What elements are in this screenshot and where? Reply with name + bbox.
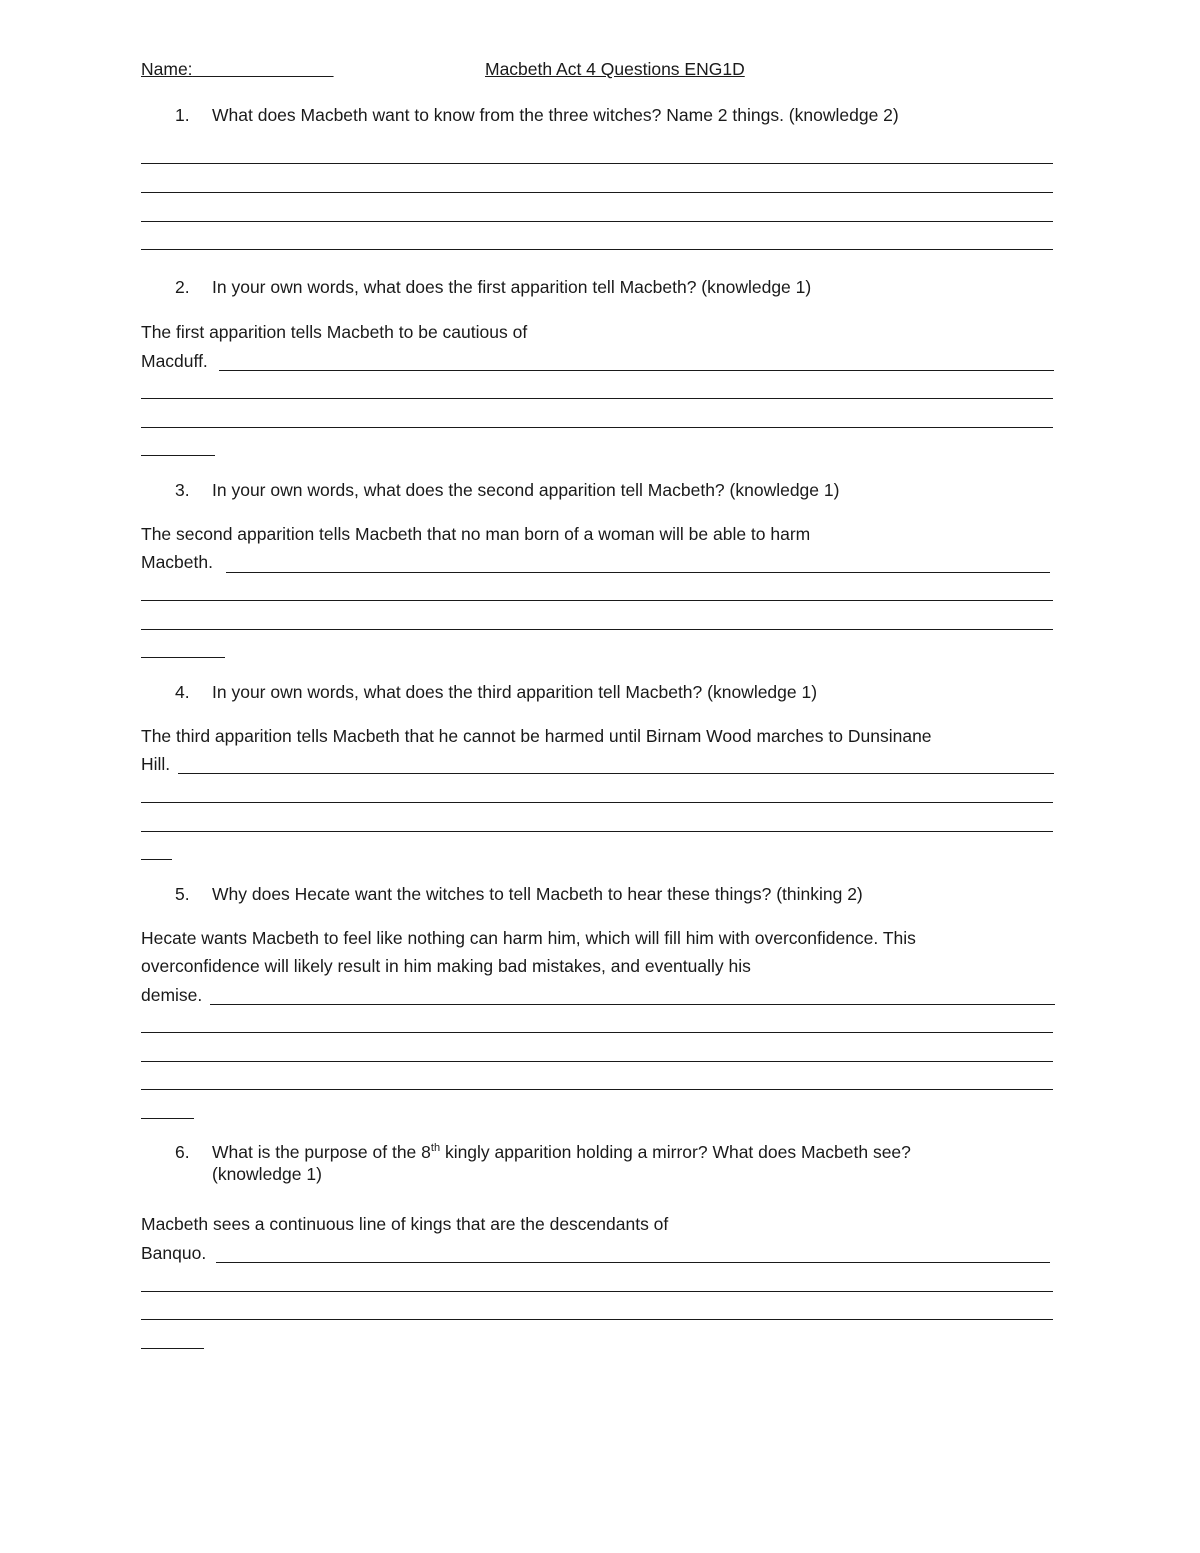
- answer-line[interactable]: [141, 192, 1053, 193]
- answer-line[interactable]: [216, 1262, 1050, 1263]
- answer-line-text: overconfidence will likely result in him making bad mistakes, and eventually his: [141, 956, 751, 976]
- answer-line[interactable]: [141, 455, 215, 456]
- question-text: In your own words, what does the first apparition tell Macbeth? (knowledge 1): [212, 277, 812, 297]
- worksheet-title: Macbeth Act 4 Questions ENG1D: [485, 59, 745, 79]
- answer-line-text: Macbeth sees a continuous line of kings that are the descendants of: [141, 1214, 669, 1234]
- question-text: What does Macbeth want to know from the three witches? Name 2 things. (knowledge 2): [212, 105, 899, 125]
- question-number: 4.: [175, 682, 190, 702]
- answer-line-text: Banquo.: [141, 1243, 207, 1263]
- answer-line[interactable]: [141, 221, 1053, 222]
- answer-line[interactable]: [141, 1291, 1053, 1292]
- question-text: In your own words, what does the third apparition tell Macbeth? (knowledge 1): [212, 682, 818, 702]
- answer-line[interactable]: [226, 572, 1050, 573]
- answer-line-text: Macbeth.: [141, 552, 213, 572]
- answer-line[interactable]: [141, 1319, 1053, 1320]
- answer-text[interactable]: [141, 924, 1061, 953]
- answer-line[interactable]: [141, 859, 172, 860]
- answer-line-text: The third apparition tells Macbeth that he cannot be harmed until Birnam Wood marches to Dunsinane: [141, 726, 932, 746]
- answer-line[interactable]: [141, 1089, 1053, 1090]
- answer-text[interactable]: [141, 952, 1061, 981]
- answer-line-text: Macduff.: [141, 351, 208, 371]
- answer-line[interactable]: [141, 1348, 204, 1349]
- answer-line-text: The first apparition tells Macbeth to be cautious of: [141, 322, 528, 342]
- answer-line[interactable]: [141, 600, 1053, 601]
- question-text: What is the purpose of the 8th kingly apparition holding a mirror? What does Macbeth see? (knowledge 1): [212, 1142, 911, 1184]
- question-6: [175, 1141, 1035, 1185]
- answer-line-text: demise.: [141, 985, 203, 1005]
- answer-line[interactable]: [141, 163, 1053, 164]
- answer-text[interactable]: [141, 1239, 1061, 1268]
- answer-text[interactable]: [141, 347, 1061, 376]
- question-number: 2.: [175, 277, 190, 297]
- answer-line[interactable]: [141, 249, 1053, 250]
- question-number: 1.: [175, 105, 190, 125]
- answer-line[interactable]: [141, 831, 1053, 832]
- answer-text[interactable]: [141, 520, 1061, 549]
- question-number: 5.: [175, 884, 190, 904]
- answer-line[interactable]: [141, 427, 1053, 428]
- question-number: 6.: [175, 1142, 190, 1162]
- answer-line-text: The second apparition tells Macbeth that no man born of a woman will be able to harm: [141, 524, 811, 544]
- answer-line-text: Hill.: [141, 754, 171, 774]
- answer-line[interactable]: [210, 1004, 1055, 1005]
- answer-line[interactable]: [141, 657, 225, 658]
- question-text: Why does Hecate want the witches to tell Macbeth to hear these things? (thinking 2): [212, 884, 863, 904]
- answer-line[interactable]: [141, 1032, 1053, 1033]
- answer-line[interactable]: [141, 629, 1053, 630]
- question-5: [175, 883, 1035, 905]
- name-label: Name:: [141, 59, 334, 80]
- answer-line-text: Hecate wants Macbeth to feel like nothing can harm him, which will fill him with overconfidence. This: [141, 928, 916, 948]
- question-number: 3.: [175, 480, 190, 500]
- answer-text[interactable]: [141, 750, 1061, 779]
- question-3: [175, 479, 1035, 501]
- answer-line[interactable]: [141, 398, 1053, 399]
- question-1: [175, 104, 1035, 126]
- question-2: [175, 276, 1035, 298]
- answer-text[interactable]: [141, 981, 1061, 1010]
- answer-line[interactable]: [141, 802, 1053, 803]
- answer-text[interactable]: [141, 722, 1061, 751]
- ordinal-suffix: th: [430, 1142, 441, 1155]
- answer-text[interactable]: [141, 318, 1061, 347]
- question-text: In your own words, what does the second apparition tell Macbeth? (knowledge 1): [212, 480, 840, 500]
- answer-line[interactable]: [141, 1061, 1053, 1062]
- question-4: [175, 681, 1035, 703]
- answer-text[interactable]: [141, 1210, 1061, 1239]
- answer-line[interactable]: [219, 370, 1054, 371]
- name-blank[interactable]: [193, 59, 266, 79]
- answer-line[interactable]: [178, 773, 1054, 774]
- answer-line[interactable]: [141, 1118, 194, 1119]
